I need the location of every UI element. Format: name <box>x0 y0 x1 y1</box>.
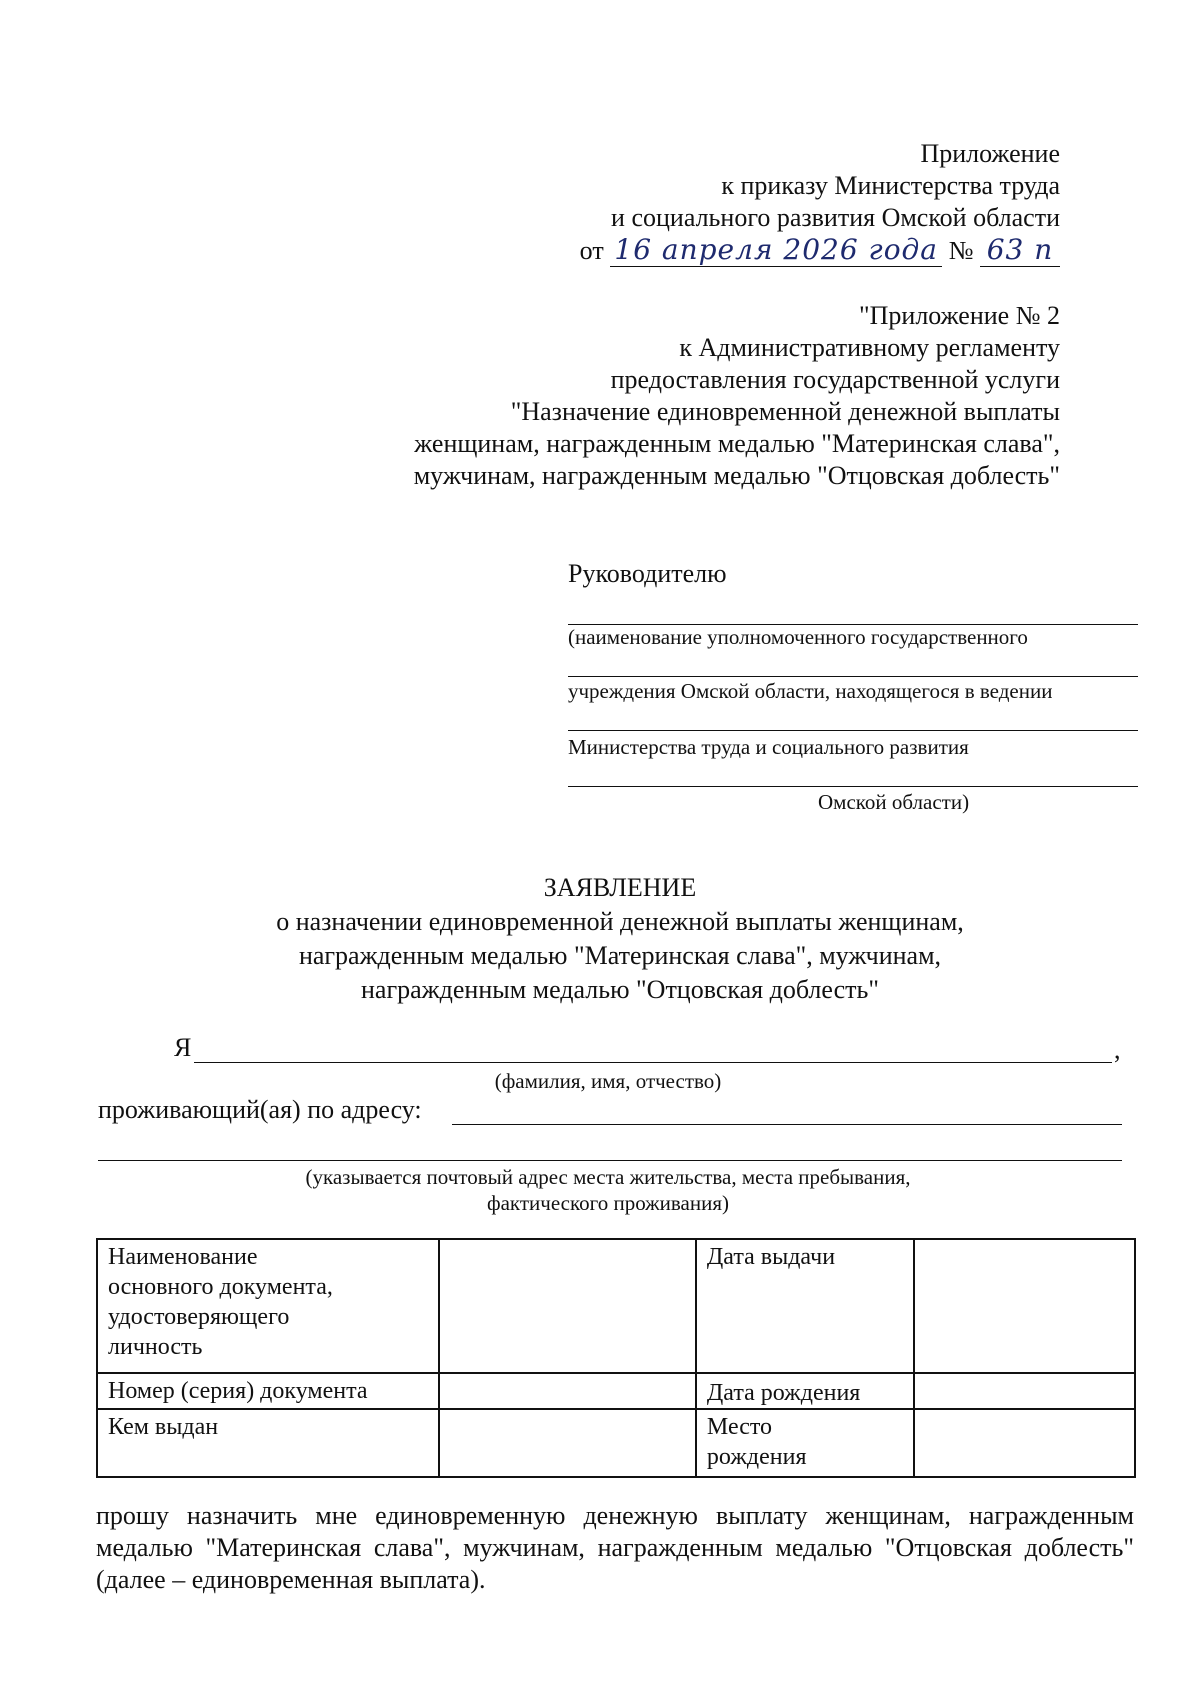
addressee-title: Руководителю <box>568 559 727 588</box>
i-label: Я <box>174 1033 192 1062</box>
addressee-hint-3: Министерства труда и социального развития <box>568 735 969 759</box>
handwritten-number: 63 п <box>980 234 1060 267</box>
identity-document-table <box>96 1238 1136 1478</box>
regulation-line-3: предоставления государственной услуги <box>610 365 1060 394</box>
birth-date-label: Дата рождения <box>696 1373 914 1409</box>
doc-number-label: Номер (серия) документа <box>97 1373 439 1409</box>
regulation-line-5: женщинам, награжденным медалью "Материнская слава", <box>414 429 1060 458</box>
order-line-2: к приказу Министерства труда <box>721 171 1060 200</box>
order-date-line <box>580 234 1060 266</box>
statement-title: ЗАЯВЛЕНИЕ <box>543 873 697 902</box>
issued-by-label: Кем выдан <box>97 1409 439 1477</box>
doc-name-value[interactable] <box>439 1239 696 1373</box>
addressee-line-4 <box>568 786 1138 787</box>
addressee-hint-4: Омской области) <box>818 790 970 814</box>
table-row <box>97 1373 1135 1409</box>
statement-subtitle-3: награжденным медалью "Отцовская доблесть" <box>361 975 879 1004</box>
issue-date-label: Дата выдачи <box>696 1239 914 1373</box>
regulation-line-1: "Приложение № 2 <box>859 301 1060 330</box>
table-row <box>97 1409 1135 1477</box>
birth-place-label: Место рождения <box>696 1409 914 1477</box>
regulation-line-2: к Административному регламенту <box>679 333 1060 362</box>
statement-subtitle-1: о назначении единовременной денежной выплаты женщинам, <box>276 907 964 936</box>
regulation-line-4: "Назначение единовременной денежной выплаты <box>510 397 1060 426</box>
addressee-line-2 <box>568 676 1138 677</box>
request-paragraph: прошу назначить мне единовременную денежную выплату женщинам, награжденным медалью "Материнская слава", мужчинам, награжденным медалью "Отцовская доблесть" (далее – единовременная выплата). <box>96 1501 1134 1594</box>
doc-name-label: Наименование основного документа, удостоверяющего личность <box>97 1239 439 1373</box>
address-line-2[interactable] <box>98 1160 1122 1161</box>
addressee-line-3 <box>568 730 1138 731</box>
fio-hint: (фамилия, имя, отчество) <box>494 1069 722 1093</box>
birth-place-value[interactable] <box>914 1409 1135 1477</box>
address-line-1[interactable] <box>452 1124 1122 1125</box>
appendix-label: Приложение <box>920 139 1060 168</box>
fio-line[interactable] <box>194 1062 1112 1063</box>
order-reference <box>580 138 1060 266</box>
issued-by-value[interactable] <box>439 1409 696 1477</box>
number-prefix: № <box>948 236 974 265</box>
birth-date-value[interactable] <box>914 1373 1135 1409</box>
addressee-hint-1: (наименование уполномоченного государственного <box>568 625 1028 649</box>
addressee-hint-2: учреждения Омской области, находящегося в ведении <box>568 679 1053 703</box>
date-prefix: от <box>579 236 604 265</box>
regulation-line-6: мужчинам, награжденным медалью "Отцовская доблесть" <box>413 461 1060 490</box>
statement-subtitle-2: награжденным медалью "Материнская слава", мужчинам, <box>298 941 942 970</box>
address-hint-2: фактического проживания) <box>486 1191 730 1215</box>
table-row <box>97 1239 1135 1373</box>
order-line-3: и социального развития Омской области <box>611 203 1060 232</box>
doc-number-value[interactable] <box>439 1373 696 1409</box>
regulation-reference <box>414 300 1060 492</box>
fio-comma: , <box>1114 1035 1121 1064</box>
issue-date-value[interactable] <box>914 1239 1135 1373</box>
handwritten-date: 16 апреля 2026 года <box>610 234 942 267</box>
address-label: проживающий(ая) по адресу: <box>98 1095 422 1124</box>
address-hint-1: (указывается почтовый адрес места жительства, места пребывания, <box>305 1165 911 1189</box>
